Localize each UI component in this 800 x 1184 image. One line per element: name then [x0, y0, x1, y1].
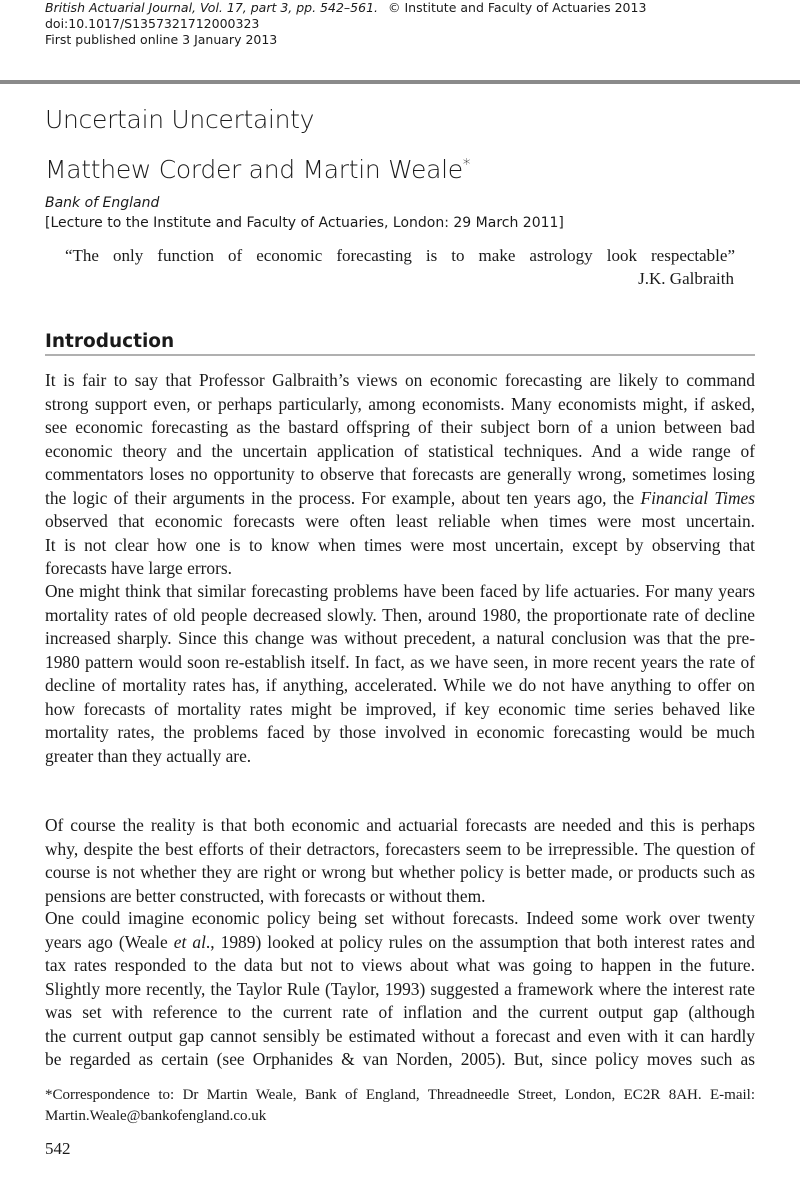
author-names: Matthew Corder and Martin Weale: [45, 155, 463, 184]
text-line: commentators loses no opportunity to observe that forecasts are generally wrong, sometimes losing: [45, 464, 755, 484]
italic-publication-name: Financial Times: [640, 487, 755, 508]
journal-header: [45, 0, 646, 48]
text-line: decline of mortality rates has, if anything, accelerated. While we do not have anything to offer on: [45, 675, 755, 695]
text-line: 1980 pattern would soon re-establish itself. In fact, as we have seen, in more recent years the rate of: [45, 651, 755, 672]
text-line: One might think that similar forecasting problems have been faced by life actuaries. For many years: [45, 581, 755, 601]
text-line: It is not clear how one is to know when times were most uncertain, except by observing that: [45, 534, 755, 555]
section-divider: [45, 354, 755, 356]
text-line: the current output gap cannot sensibly be estimated without a forecast and even with it can hardly: [45, 1025, 755, 1046]
text-line: One could imagine economic policy being set without forecasts. Indeed some work over twenty: [45, 908, 755, 928]
page-number: 542: [45, 1139, 71, 1158]
copyright-notice: © Institute and Faculty of Actuaries 2013: [388, 0, 647, 15]
text-line: [45, 488, 755, 511]
text-span: years ago (Weale: [45, 931, 168, 952]
text-line: [45, 932, 755, 955]
text-line: course is not whether they are right or wrong but whether policy is better made, or products such as: [45, 862, 755, 882]
text-line: why, despite the best efforts of their detractors, forecasters seem to be irrepressible. The question of: [45, 838, 755, 859]
text-line: mortality rates, the problems faced by those involved in economic forecasting would be much: [45, 722, 755, 742]
correspondence-marker[interactable]: *: [462, 155, 471, 173]
italic-et-al: et al: [173, 931, 206, 952]
footnote-line: *Correspondence to: Dr Martin Weale, Bank of England, Threadneedle Street, London, EC2R 8AH. E-mail:: [45, 1087, 755, 1103]
text-line: see economic forecasting as the bastard offspring of their subject born of a union between bad: [45, 417, 755, 437]
text-line: forecasts have large errors.: [45, 558, 233, 578]
text-line: Slightly more recently, the Taylor Rule (Taylor, 1993) suggested a framework where the interest rate: [45, 978, 755, 999]
text-line: pensions are better constructed, with forecasts or without them.: [45, 885, 486, 906]
footnote-email[interactable]: Martin.Weale@bankofengland.co.uk: [45, 1108, 267, 1124]
epigraph-quote: “The only function of economic forecasting is to make astrology look respectable”: [65, 246, 735, 265]
doi-link[interactable]: doi:10.1017/S1357321712000323: [45, 16, 260, 31]
text-line: observed that economic forecasts were often least reliable when times were most uncertain.: [45, 511, 755, 531]
epigraph-attribution: J.K. Galbraith: [638, 269, 734, 288]
text-line: economic theory and the uncertain application of statistical techniques. And a wide range of: [45, 440, 755, 461]
citation-line: [45, 0, 646, 16]
journal-citation: British Actuarial Journal, Vol. 17, part 3, pp. 542–561.: [45, 0, 378, 15]
article-title: Uncertain Uncertainty: [45, 105, 315, 134]
text-line: greater than they actually are.: [45, 745, 252, 766]
text-line: how forecasts of mortality rates might be improved, if key economic time series behaved like: [45, 698, 755, 719]
text-line: was set with reference to the current rate of inflation and the current output gap (although: [45, 1002, 755, 1022]
publication-date: First published online 3 January 2013: [45, 32, 278, 47]
text-line: strong support even, or perhaps particularly, among economists. Many economists might, if asked,: [45, 393, 755, 414]
text-line: mortality rates of old people decreased slowly. Then, around 1980, the proportionate rate of decline: [45, 604, 755, 625]
text-line: increased sharply. Since this change was without precedent, a natural conclusion was that the pre-: [45, 628, 755, 648]
article-authors: [45, 155, 470, 184]
header-divider: [0, 80, 800, 84]
author-affiliation: Bank of England: [45, 195, 160, 211]
text-line: Of course the reality is that both economic and actuarial forecasts are needed and this is perhaps: [45, 815, 755, 835]
text-span: the logic of their arguments in the process. For example, about ten years ago, the: [45, 487, 635, 508]
lecture-note: [Lecture to the Institute and Faculty of Actuaries, London: 29 March 2011]: [45, 215, 564, 231]
text-line: It is fair to say that Professor Galbraith’s views on economic forecasting are likely to command: [45, 370, 755, 390]
text-line: tax rates responded to the data but not to views about what was going to happen in the future.: [45, 955, 755, 975]
section-heading: Introduction: [45, 331, 175, 352]
text-line: be regarded as certain (see Orphanides & van Norden, 2005). But, since policy moves such as: [45, 1049, 755, 1069]
text-span: ., 1989) looked at policy rules on the assumption that both interest rates and: [205, 931, 755, 952]
